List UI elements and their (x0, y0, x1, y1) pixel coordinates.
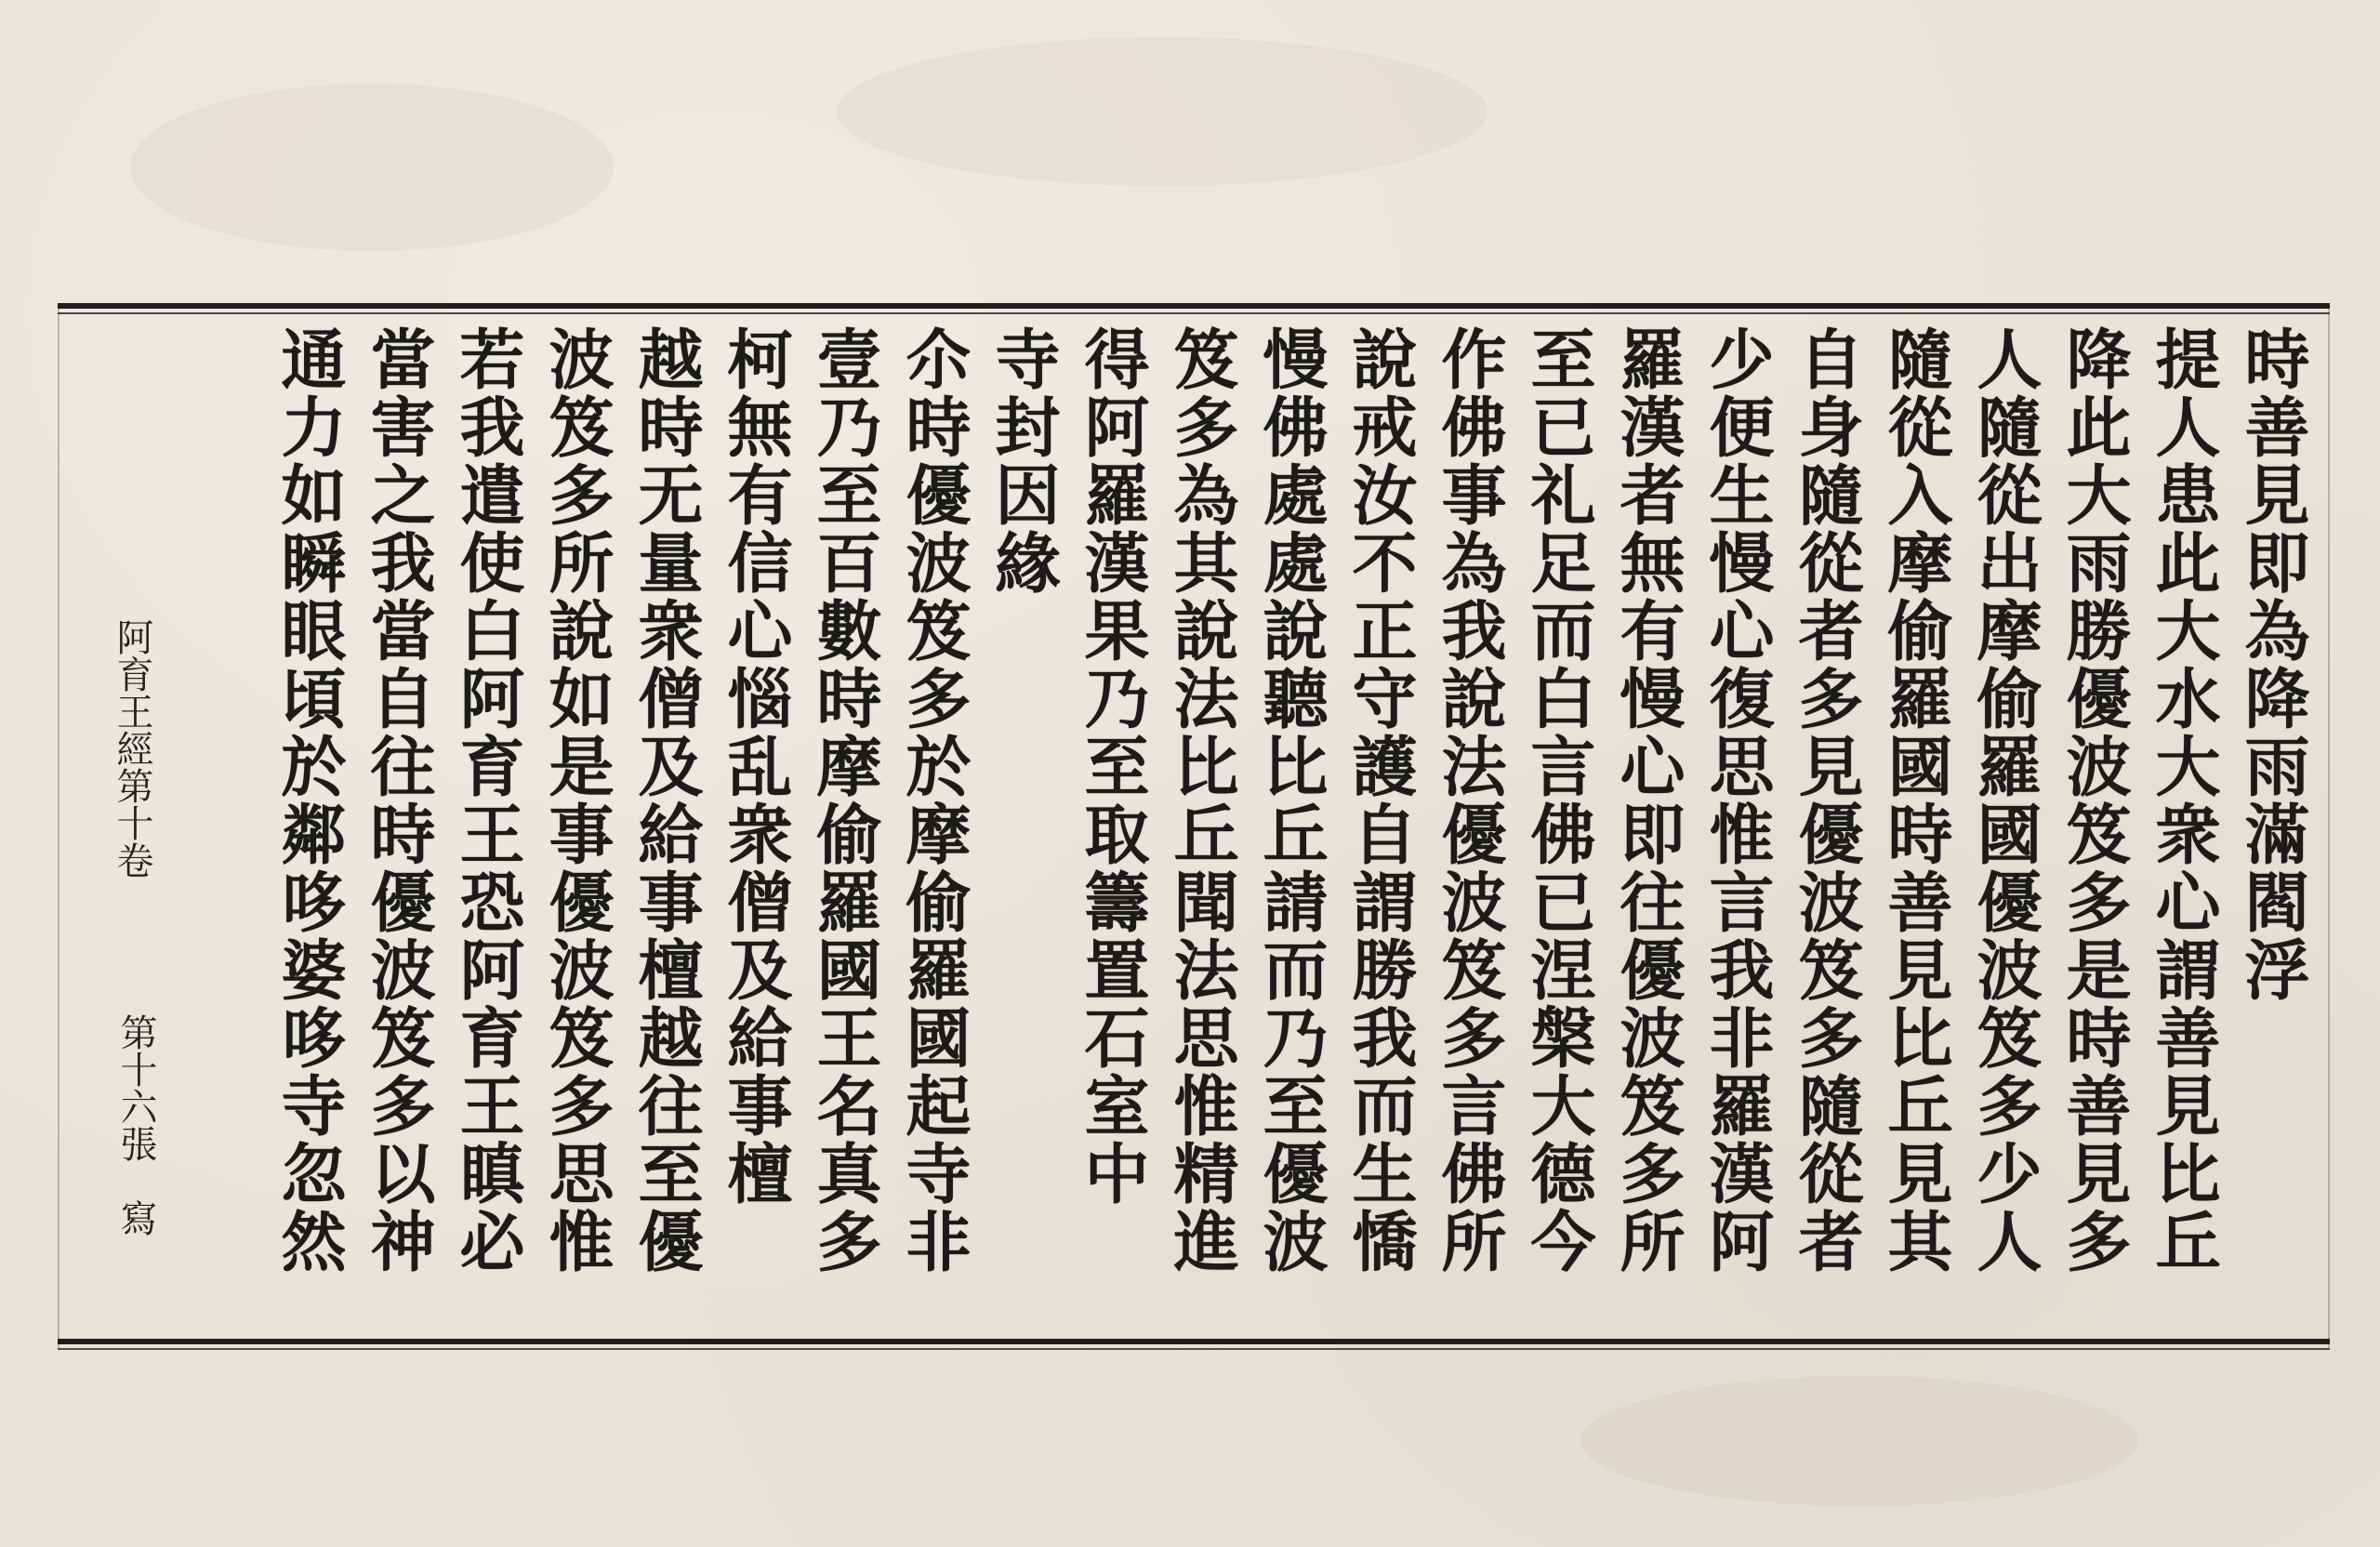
bottom-border-line (58, 1339, 2330, 1344)
text-column: 慢佛處處說聽比丘請而乃至優波 (1252, 325, 1329, 1276)
text-column: 羅漢者無有慢心即往優波笈多所 (1609, 325, 1686, 1276)
text-column: 降此大雨勝優波笈多是時善見多 (2056, 325, 2133, 1276)
margin-book-title: 阿育王經第十卷 (111, 618, 153, 879)
text-column: 至已礼足而白言佛已涅槃大德今 (1520, 325, 1597, 1276)
text-column: 時善見即為降雨滿閻浮 (2234, 325, 2311, 1004)
top-border-line-thin (58, 312, 2330, 314)
text-column: 柯無有信心惱乱衆僧及給事檀 (717, 325, 794, 1208)
top-border-line (58, 303, 2330, 309)
text-column: 作佛事為我說法優波笈多言佛所 (1431, 325, 1508, 1276)
text-column: 自身隨從者多見優波笈多隨從者 (1788, 325, 1865, 1276)
text-column: 少便生慢心復思惟言我非羅漢阿 (1699, 325, 1776, 1276)
left-border-line (58, 303, 60, 1348)
text-column: 得阿羅漢果乃至取籌置石室中 (1074, 325, 1151, 1208)
text-column: 笈多為其說法比丘聞法思惟精進 (1163, 325, 1240, 1276)
text-column: 隨從入摩偷羅國時善見比丘見其 (1877, 325, 1954, 1276)
paper-stain (1580, 1376, 2138, 1506)
text-column: 越時无量衆僧及給事檀越往至優 (628, 325, 705, 1276)
text-column: 壹乃至百數時摩偷羅國王名真多 (806, 325, 883, 1276)
margin-page-number: 第十六張 寫 (114, 1013, 157, 1236)
text-column: 當害之我當自往時優波笈多以神 (360, 325, 437, 1276)
text-column: 尒時優波笈多於摩偷羅國起寺非 (895, 325, 972, 1276)
paper-stain (837, 37, 1488, 186)
right-border-line (2328, 303, 2330, 1348)
text-column: 通力如瞬眼頃於鄰哆婆哆寺忽然 (271, 325, 348, 1276)
text-column: 提人患此大水大衆心謂善見比丘 (2145, 325, 2222, 1276)
text-column: 波笈多所說如是事優波笈多思惟 (538, 325, 615, 1276)
paper-stain (130, 84, 614, 251)
section-heading: 寺封因緣 (985, 325, 1062, 597)
text-column: 若我遣使白阿育王恐阿育王瞋必 (449, 325, 526, 1276)
text-column: 說戒汝不正守護自謂勝我而生憍 (1342, 325, 1419, 1276)
bottom-border-line-thin (58, 1348, 2330, 1350)
text-column: 人隨從出摩偷羅國優波笈多少人 (1966, 325, 2043, 1276)
